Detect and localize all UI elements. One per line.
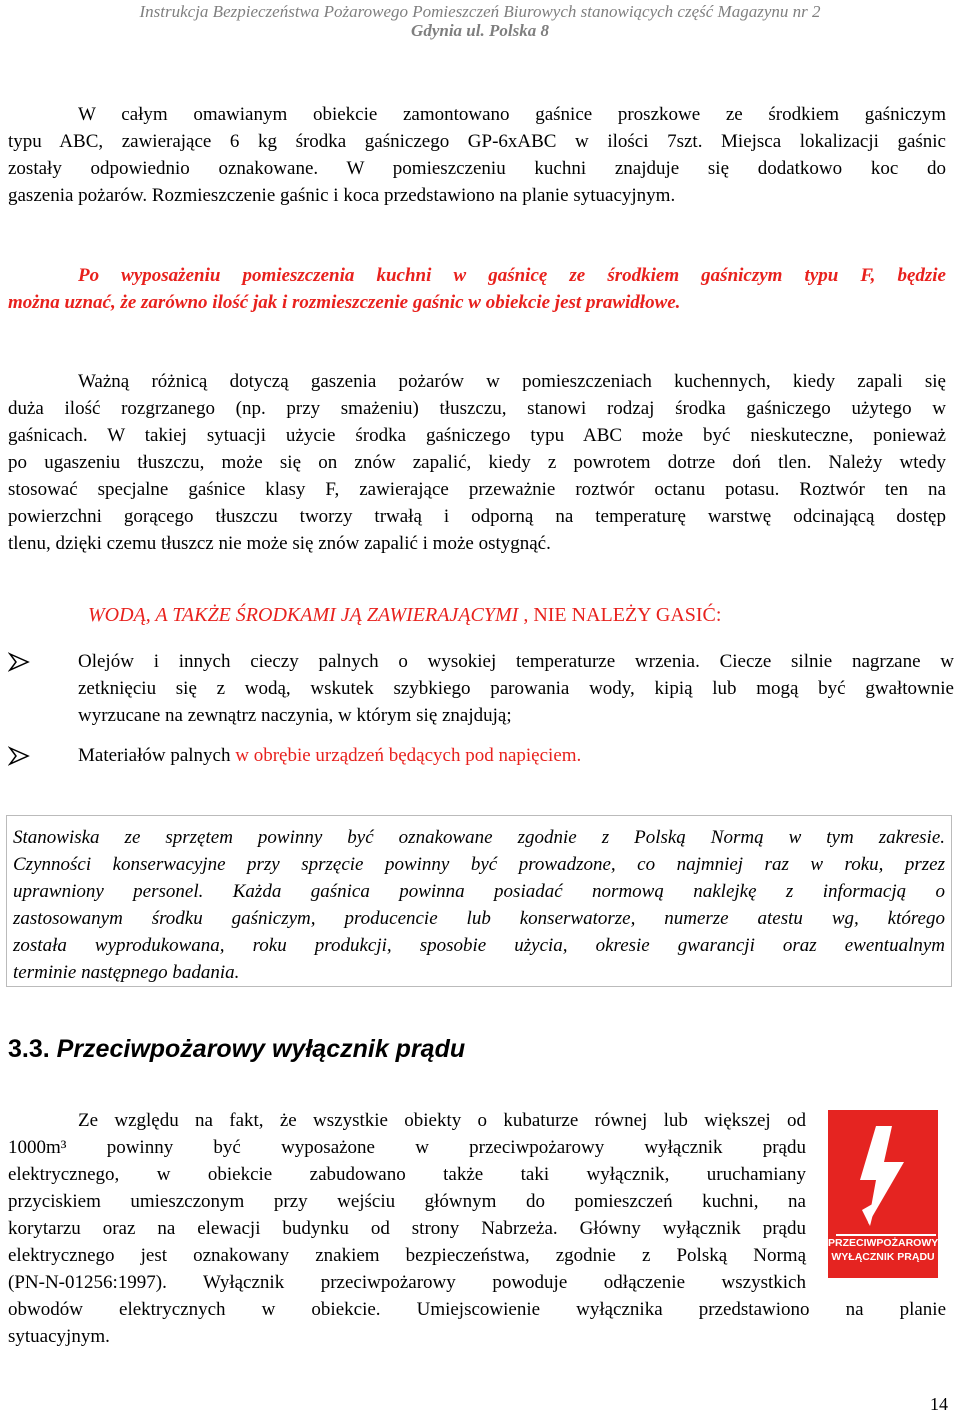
header-title: Instrukcja Bezpieczeństwa Pożarowego Pomieszczeń Biurowych stanowiących część Magazynu nr 2	[139, 2, 821, 21]
arrow-bullet-icon	[8, 652, 30, 672]
text-line: wyrzucane na zewnątrz naczynia, w którym się znajdują;	[78, 705, 512, 726]
text-line: Stanowiska ze sprzętem powinny być oznakowane zgodnie z Polską Normą w tym zakresie.	[13, 827, 945, 848]
list-item-text	[78, 742, 954, 769]
sign-caption	[828, 1236, 938, 1264]
text-line: (PN-N-01256:1997). Wyłącznik przeciwpożarowy powoduje odłączenie wszystkich	[8, 1272, 806, 1293]
text-line: tlenu, dzięki czemu tłuszcz nie może się znów zapalić i może ostygnąć.	[8, 533, 551, 554]
paragraph-extinguishers	[8, 101, 946, 209]
text-line: korytarzu oraz na elewacji budynku od strony Nabrzeża. Główny wyłącznik prądu	[8, 1218, 806, 1239]
warning-heading-part2: , NIE NALEŻY GASIĆ:	[518, 604, 722, 626]
text-line: powierzchni gorącego tłuszczu tworzy trwałą i odporną na temperaturę warstwę odcinającą dostęp	[8, 506, 946, 527]
maintenance-note-text	[13, 824, 945, 986]
arrow-bullet-icon	[8, 746, 30, 766]
list-item-text-red: w obrębie urządzeń będących pod napięciem.	[235, 745, 582, 766]
text-line: zostały odpowiednio oznakowane. W pomieszczeniu kuchni znajduje się dodatkowo koc do	[8, 158, 946, 179]
text-line: po ugaszeniu tłuszczu, może się on znów zapalić, kiedy z powrotem dotrze doń tlen. Należy wtedy	[8, 452, 946, 473]
paragraph-fat-fires	[8, 368, 946, 557]
warning-heading-part1: WODĄ, A TAKŻE ŚRODKAMI JĄ ZAWIERAJĄCYMI	[88, 604, 519, 626]
text-line: została wyprodukowana, roku produkcji, sposobie użycia, okresie gwarancji oraz ewentualnym	[13, 935, 945, 956]
text-line: Ze względu na fakt, że wszystkie obiekty o kubaturze równej lub większej od	[78, 1110, 806, 1131]
paragraph-kitchen-note	[8, 262, 946, 316]
page-header	[0, 0, 960, 44]
text-line: terminie następnego badania.	[13, 962, 240, 983]
text-line: Po wyposażeniu pomieszczenia kuchni w gaśnicę ze środkiem gaśniczym typu F, będzie	[78, 265, 946, 286]
text-line: typu ABC, zawierające 6 kg środka gaśniczego GP-6xABC w ilości 7szt. Miejsca lokalizacji gaśnic	[8, 131, 946, 152]
text-line: gaśnicach. W takiej sytuacji użycie środka gaśniczego typu ABC może być nieskuteczne, ponieważ	[8, 425, 946, 446]
warning-heading	[88, 604, 721, 627]
text-line: duża ilość rozgrzanego (np. przy smażeniu) tłuszczu, stanowi rodzaj środka gaśniczego użytego w	[8, 398, 946, 419]
maintenance-note-box	[6, 815, 952, 987]
text-line: stosować specjalne gaśnice klasy F, zawierające przeważnie roztwór octanu potasu. Roztwór ten na	[8, 479, 946, 500]
list-item	[8, 648, 954, 730]
text-line: Olejów i innych cieczy palnych o wysokiej temperaturze wrzenia. Ciecze silnie nagrzane w	[78, 651, 954, 672]
sign-caption-line1: PRZECIWPOŻAROWY	[828, 1237, 939, 1249]
text-line: Czynności konserwacyjne przy sprzęcie powinny być prowadzone, co najmniej raz w roku, przez	[13, 854, 945, 875]
text-line: zetknięciu się z wodą, wskutek szybkiego parowania wody, kipią lub mogą być gwałtownie	[78, 678, 954, 699]
text-line: elektrycznego, w obiekcie zabudowano także taki wyłącznik, uruchamiany	[8, 1164, 806, 1185]
lightning-bolt-icon	[846, 1124, 920, 1228]
text-line: sytuacyjnym.	[8, 1326, 110, 1347]
text-line: przyciskiem umieszczonym przy wejściu głównym do pomieszczeń kuchni, na	[8, 1191, 806, 1212]
paragraph-power-switch-continued	[8, 1296, 946, 1350]
list-item-text-black: Materiałów palnych	[78, 745, 236, 766]
text-line: Ważną różnicą dotyczą gaszenia pożarów w pomieszczeniach kuchennych, kiedy zapali się	[78, 371, 946, 392]
header-address: Gdynia ul. Polska 8	[411, 21, 549, 40]
text-line: uprawniony personel. Każda gaśnica powinna posiadać normową naklejkę z informacją o	[13, 881, 945, 902]
text-line: zastosowanym środku gaśniczym, producencie lub konserwatorze, numerze atestu wg, którego	[13, 908, 945, 929]
text-line: W całym omawianym obiekcie zamontowano gaśnice proszkowe ze środkiem gaśniczym	[78, 104, 946, 125]
text-line: 1000m³ powinny być wyposażone w przeciwpożarowy wyłącznik prądu	[8, 1137, 806, 1158]
section-number: 3.3.	[8, 1035, 50, 1063]
fire-power-switch-sign	[828, 1110, 938, 1278]
paragraph-power-switch	[8, 1107, 806, 1296]
section-title-text: Przeciwpożarowy wyłącznik prądu	[56, 1035, 466, 1063]
text-line: można uznać, że zarówno ilość jak i rozmieszczenie gaśnic w obiekcie jest prawidłowe.	[8, 292, 681, 313]
page-number: 14	[930, 1394, 948, 1414]
text-line: gaszenia pożarów. Rozmieszczenie gaśnic i koca przedstawiono na planie sytuacyjnym.	[8, 185, 676, 206]
sign-caption-line2: WYŁĄCZNIK PRĄDU	[831, 1251, 935, 1263]
text-line: elektrycznego jest oznakowany znakiem bezpieczeństwa, zgodnie z Polską Normą	[8, 1245, 806, 1266]
list-item	[8, 742, 946, 770]
list-item-text	[78, 648, 954, 729]
section-title	[8, 1035, 465, 1064]
text-line: obwodów elektrycznych w obiekcie. Umiejscowienie wyłącznika przedstawiono na planie	[8, 1299, 946, 1320]
